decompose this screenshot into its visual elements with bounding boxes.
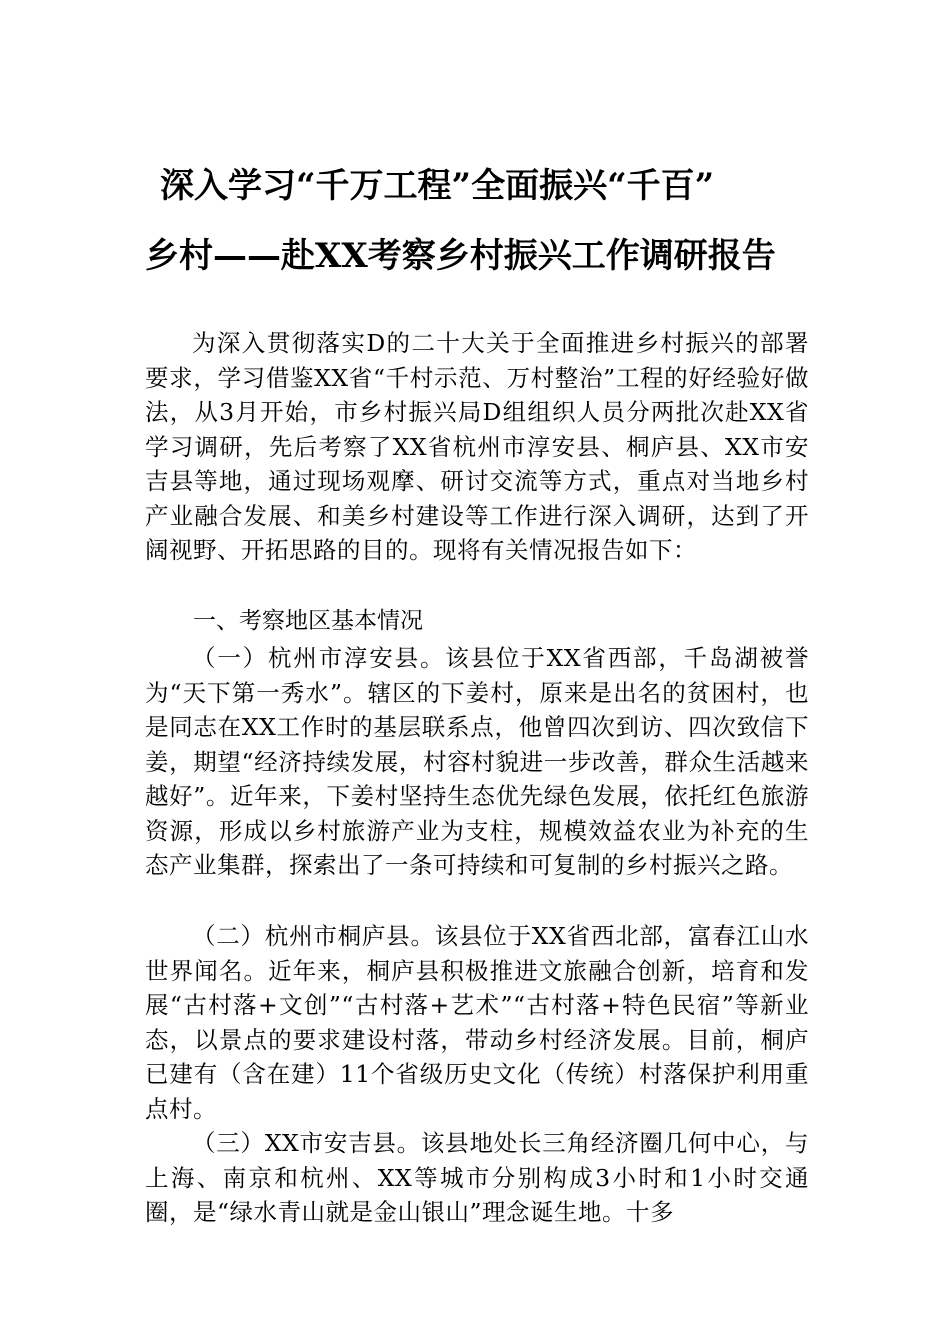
intro-paragraph: 为深入贯彻落实D的二十大关于全面推进乡村振兴的部署要求，学习借鉴XX省“千村示范、万村整治”工程的好经验好做法，从3月开始，市乡村振兴局D组组织人员分两批次赴XX省学习调研，先后考察了XX省杭州市淳安县、桐庐县、XX市安吉县等地，通过现场观摩、研讨交流等方式，重点对当地乡村产业融合发展、和美乡村建设等工作进行深入调研，达到了开阔视野、开拓思路的目的。现将有关情况报告如下： bbox=[145, 329, 809, 564]
document-title-line-1: 深入学习“千万工程”全面振兴“千百” bbox=[160, 166, 715, 206]
paragraph-anji: （三）XX市安吉县。该县地处长三角经济圈几何中心，与上海、南京和杭州、XX等城市分别构成3小时和1小时交通圈，是“绿水青山就是金山银山”理念诞生地。十多 bbox=[145, 1129, 809, 1226]
paragraph-tonglu: （二）杭州市桐庐县。该县位于XX省西北部，富春江山水世界闻名。近年来，桐庐县积极推进文旅融合创新，培育和发展“古村落+文创”“古村落+艺术”“古村落+特色民宿”等新业态，以景点的要求建设村落，带动乡村经济发展。目前，桐庐已建有（含在建）11个省级历史文化（传统）村落保护利用重点村。 bbox=[145, 922, 809, 1123]
section-heading-1: 一、考察地区基本情况 bbox=[193, 608, 423, 634]
paragraph-chunan: （一）杭州市淳安县。该县位于XX省西部，千岛湖被誉为“天下第一秀水”。辖区的下姜村，原来是出名的贫困村，也是同志在XX工作时的基层联系点，他曾四次到访、四次致信下姜，期望“经济持续发展，村容村貌进一步改善，群众生活越来越好”。近年来，下姜村坚持生态优先绿色发展，依托红色旅游资源，形成以乡村旅游产业为支柱，规模效益农业为补充的生态产业集群，探索出了一条可持续和可复制的乡村振兴之路。 bbox=[145, 644, 809, 879]
document-title-line-2: 乡村——赴XX考察乡村振兴工作调研报告 bbox=[145, 236, 776, 276]
